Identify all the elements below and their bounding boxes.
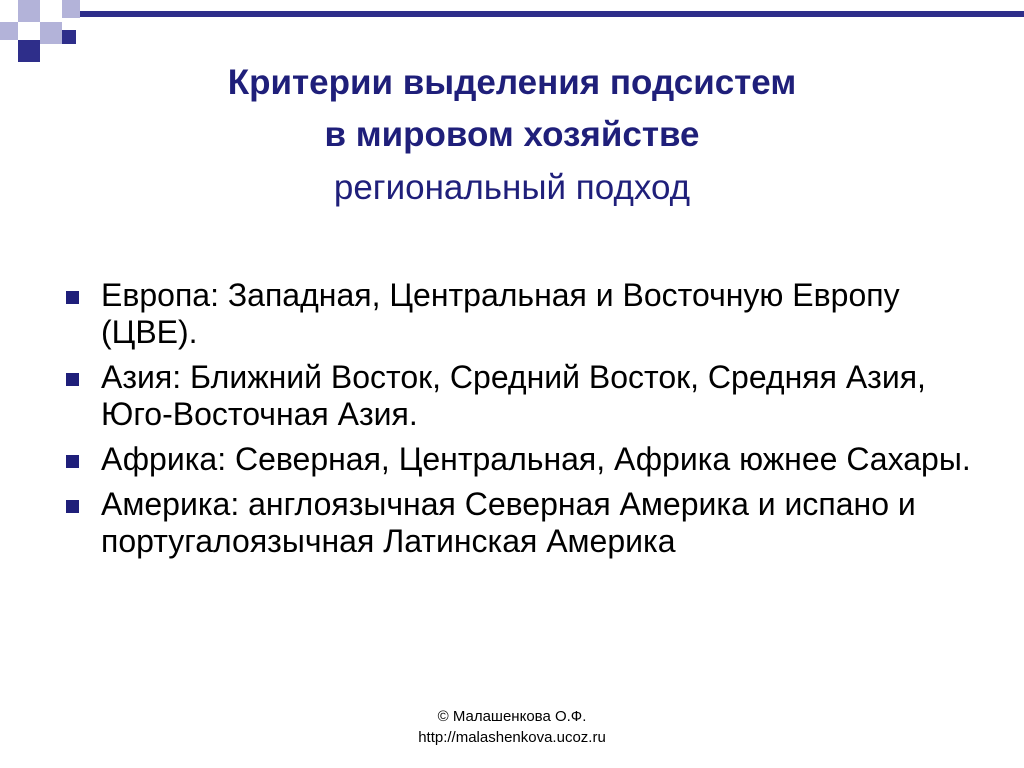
square-bullet-icon bbox=[66, 291, 79, 304]
title-line-1: Критерии выделения подсистем bbox=[227, 63, 797, 102]
list-item bbox=[62, 486, 982, 560]
list-item bbox=[62, 441, 982, 478]
deco-square-icon bbox=[62, 0, 80, 18]
square-bullet-icon bbox=[66, 373, 79, 386]
square-bullet-icon bbox=[66, 455, 79, 468]
list-item bbox=[62, 359, 982, 433]
list-item-text: Америка: англоязычная Северная Америка и испано и португалоязычная Латинская Америка bbox=[101, 486, 916, 559]
square-bullet-icon bbox=[66, 500, 79, 513]
footer-author: © Малашенкова О.Ф. bbox=[437, 708, 587, 725]
list-item-text: Азия: Ближний Восток, Средний Восток, Средняя Азия, Юго-Восточная Азия. bbox=[101, 359, 926, 432]
deco-square-icon bbox=[0, 22, 18, 40]
footer-url: http://malashenkova.ucoz.ru bbox=[418, 729, 606, 746]
deco-square-icon bbox=[62, 30, 76, 44]
slide-title bbox=[0, 57, 1024, 161]
list-item-text: Европа: Западная, Центральная и Восточную Европу (ЦВЕ). bbox=[101, 277, 900, 350]
title-line-2: в мировом хозяйстве bbox=[324, 115, 700, 154]
deco-square-icon bbox=[40, 22, 62, 44]
deco-square-icon bbox=[18, 0, 40, 22]
slide-subtitle: региональный подход bbox=[333, 168, 691, 207]
bullet-list bbox=[62, 277, 982, 568]
footer bbox=[312, 706, 712, 748]
list-item-text: Африка: Северная, Центральная, Африка южнее Сахары. bbox=[101, 441, 971, 477]
list-item bbox=[62, 277, 982, 351]
header-rule bbox=[80, 11, 1024, 17]
